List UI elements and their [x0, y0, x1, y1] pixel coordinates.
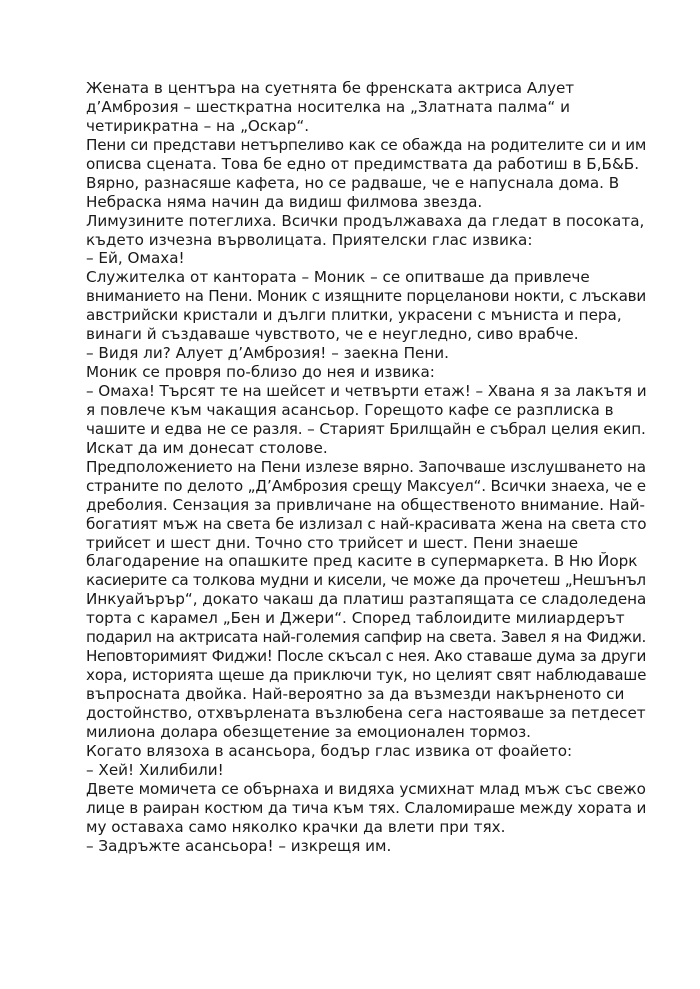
body-text	[86, 79, 646, 855]
text-line: подарил на актрисата най-големия сапфир на света. Завел я на Фиджи.	[86, 628, 646, 647]
text-line: – Хей! Хилибили!	[86, 760, 224, 779]
text-line: Искат да им донесат столове.	[86, 438, 328, 457]
text-line: Предположението на Пени излезе вярно. Започваше изслушването на	[86, 457, 646, 476]
text-line: – Видя ли? Алует д’Амброзия! – заекна Пени.	[86, 344, 449, 363]
text-line: благодарение на опашките пред касите в супермаркета. В Ню Йорк	[86, 552, 638, 571]
text-line: богатият мъж на света бе излизал с най-красивата жена на света сто	[86, 514, 647, 533]
text-line: лице в раиран костюм да тича към тях. Слаломираше между хората и	[86, 798, 647, 817]
text-line: Когато влязоха в асансьора, бодър глас извика от фоайето:	[86, 741, 573, 760]
text-line: касиерите са толкова мудни и кисели, че може да прочетеш „Нешънъл	[86, 571, 646, 590]
text-line: Двете момичета се обърнаха и видяха усмихнат млад мъж със свежо	[86, 779, 646, 798]
text-line: – Ей, Омаха!	[86, 249, 185, 268]
text-line: вниманието на Пени. Моник с изящните порцеланови нокти, с лъскави	[86, 287, 646, 306]
text-line: хора, историята щеше да приключи тук, но целият свят наблюдаваше	[86, 666, 647, 685]
text-line: описва сцената. Това бе едно от предимствата да работиш в Б,Б&Б.	[86, 154, 640, 173]
text-line: трийсет и шест дни. Точно сто трийсет и шест. Пени знаеше	[86, 533, 579, 552]
text-line: четирикратна – на „Оскар“.	[86, 116, 310, 135]
text-line: където изчезна върволицата. Приятелски глас извика:	[86, 230, 533, 249]
text-line: – Омаха! Търсят те на шейсет и четвърти етаж! – Хвана я за лакътя и	[86, 382, 647, 400]
text-line: Моник се провря по-близо до нея и извика:	[86, 363, 435, 382]
text-line: му оставаха само няколко крачки да влети при тях.	[86, 817, 506, 836]
text-line: чашите и едва не се разля. – Старият Брилщайн е събрал целия екип.	[86, 419, 646, 438]
text-line: Неповторимият Фиджи! После скъсал с нея. Ако ставаше дума за други	[86, 647, 647, 666]
text-line: винаги й създаваше чувството, че е неугледно, сиво врабче.	[86, 325, 579, 344]
text-line: Лимузините потеглиха. Всички продължаваха да гледат в посоката,	[86, 211, 645, 230]
text-line: дреболия. Сензация за привличане на общественото внимание. Най-	[86, 495, 645, 514]
text-line: торта с карамел „Бен и Джери“. Според таблоидите милиардерът	[86, 609, 625, 628]
text-line: достойнство, отхвърлената възлюбена сега настояваше за петдесет	[86, 703, 646, 722]
text-line: Служителка от кантората – Моник – се опитваше да привлече	[86, 268, 590, 287]
text-line: я повлече към чакащия асансьор. Горещото кафе се разплиска в	[86, 400, 614, 419]
text-line: д’Амброзия – шесткратна носителка на „Златната палма“ и	[86, 97, 570, 116]
text-line: въпросната двойка. Най-вероятно за да възмезди накърненото си	[86, 685, 625, 703]
text-line: австрийски кристали и дълги плитки, украсени с мъниста и пера,	[86, 306, 622, 325]
text-line: страните по делото „Д’Амброзия срещу Максуел“. Всички знаеха, че е	[86, 476, 646, 495]
text-line: – Задръжте асансьора! – изкрещя им.	[86, 836, 392, 855]
text-line: Небраска няма начин да видиш филмова звезда.	[86, 192, 483, 211]
text-line: Пени си представи нетърпеливо как се обажда на родителите си и им	[86, 135, 647, 154]
text-line: Жената в центъра на суетнята бе френската актриса Алует	[86, 79, 575, 97]
text-line: Инкуайърър“, докато чакаш да платиш разтапящата се сладоледена	[86, 590, 647, 609]
text-line: Вярно, разнасяше кафета, но се радваше, че е напуснала дома. В	[86, 173, 620, 192]
text-line: милиона долара обезщетение за емоционален тормоз.	[86, 722, 532, 741]
